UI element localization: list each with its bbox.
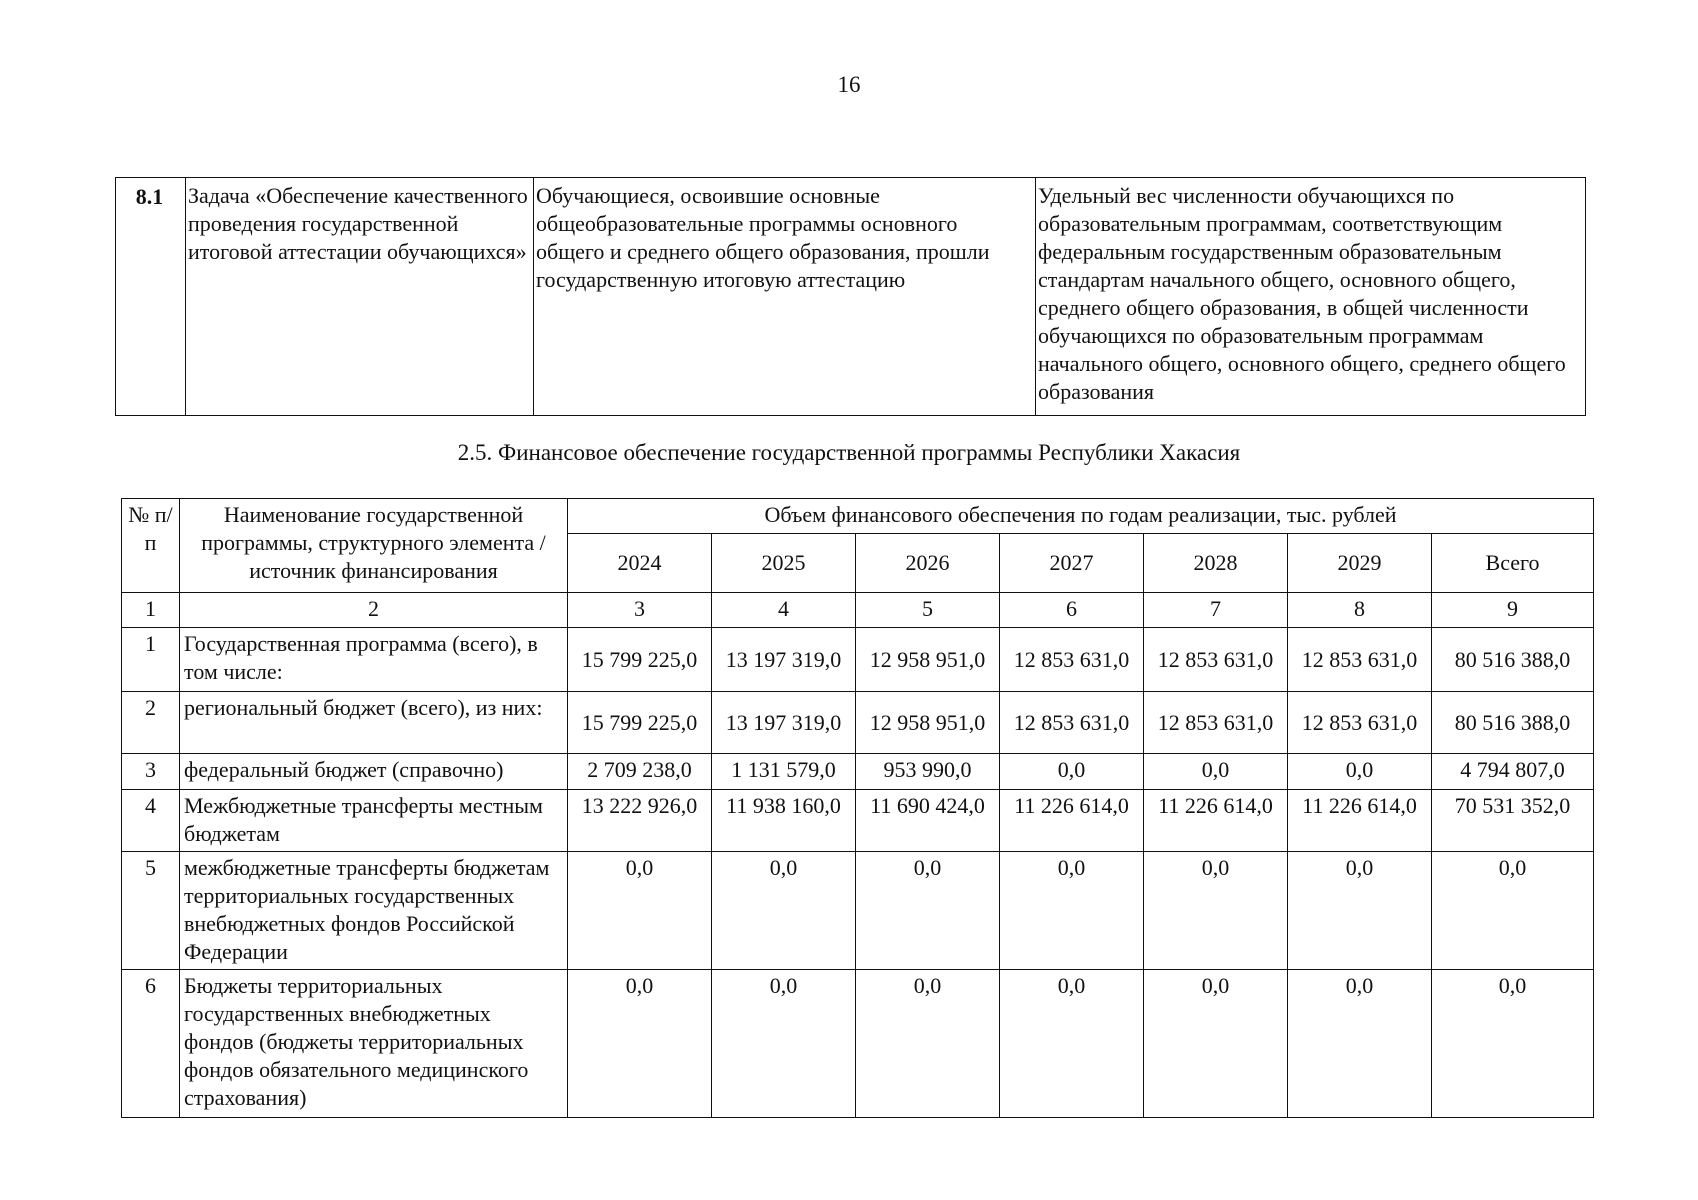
- row-number: 5: [122, 852, 180, 970]
- header-year: 2026: [856, 534, 1000, 593]
- table-row: [122, 754, 1594, 790]
- task-table: [115, 177, 1586, 416]
- row-value: 0,0: [712, 852, 856, 970]
- row-value: 0,0: [568, 970, 712, 1118]
- row-value: 0,0: [1000, 852, 1144, 970]
- header-year: 2029: [1288, 534, 1432, 593]
- column-number: 3: [568, 593, 712, 628]
- header-row-top: [122, 499, 1594, 534]
- row-value: 0,0: [1432, 852, 1594, 970]
- row-value: 4 794 807,0: [1432, 754, 1594, 790]
- row-value: 0,0: [1144, 754, 1288, 790]
- column-number: 5: [856, 593, 1000, 628]
- row-value: 0,0: [856, 852, 1000, 970]
- row-value: 12 853 631,0: [1000, 628, 1144, 692]
- row-value: 953 990,0: [856, 754, 1000, 790]
- row-value: 11 226 614,0: [1000, 790, 1144, 852]
- row-value: 12 853 631,0: [1000, 692, 1144, 754]
- row-value: 0,0: [1144, 852, 1288, 970]
- table-row: [122, 628, 1594, 692]
- row-value: 0,0: [712, 970, 856, 1118]
- table-row: [122, 970, 1594, 1118]
- page-number: 16: [837, 72, 861, 97]
- row-number: 3: [122, 754, 180, 790]
- row-value: 11 690 424,0: [856, 790, 1000, 852]
- column-number-row: [122, 593, 1594, 628]
- header-year: 2024: [568, 534, 712, 593]
- row-name: межбюджетные трансферты бюджетам территориальных государственных внебюджетных фондов Российской Федерации: [180, 852, 568, 970]
- row-value: 15 799 225,0: [568, 692, 712, 754]
- header-year: 2027: [1000, 534, 1144, 593]
- row-number: 1: [122, 628, 180, 692]
- row-value: 80 516 388,0: [1432, 692, 1594, 754]
- row-value: 2 709 238,0: [568, 754, 712, 790]
- row-name: Межбюджетные трансферты местным бюджетам: [180, 790, 568, 852]
- column-number: 4: [712, 593, 856, 628]
- row-name: Государственная программа (всего), в том числе:: [180, 628, 568, 692]
- table-row: [122, 790, 1594, 852]
- task-row: [116, 178, 1586, 416]
- header-year: 2028: [1144, 534, 1288, 593]
- row-value: 1 131 579,0: [712, 754, 856, 790]
- row-value: 0,0: [1432, 970, 1594, 1118]
- row-value: 11 226 614,0: [1144, 790, 1288, 852]
- row-value: 11 938 160,0: [712, 790, 856, 852]
- row-value: 12 853 631,0: [1144, 628, 1288, 692]
- task-result: Обучающиеся, освоившие основные общеобразовательные программы основного общего и среднего общего образования, прошли государственную итоговую аттестацию: [534, 178, 1036, 416]
- header-total: Всего: [1432, 534, 1594, 593]
- row-value: 13 222 926,0: [568, 790, 712, 852]
- row-name: федеральный бюджет (справочно): [180, 754, 568, 790]
- row-value: 0,0: [1288, 852, 1432, 970]
- row-number: 4: [122, 790, 180, 852]
- row-value: 13 197 319,0: [712, 628, 856, 692]
- task-indicator: Удельный вес численности обучающихся по образовательным программам, соответствующим федеральным государственным образовательным стандартам начального общего, основного общего, среднего общего образования, в общей численности обучающихся по образовательным программам начального общего, основного общего, среднего общего образования: [1036, 178, 1586, 416]
- column-number: 2: [180, 593, 568, 628]
- row-value: 11 226 614,0: [1288, 790, 1432, 852]
- row-value: 0,0: [1144, 970, 1288, 1118]
- row-value: 13 197 319,0: [712, 692, 856, 754]
- header-year: 2025: [712, 534, 856, 593]
- finance-table: [121, 498, 1594, 1118]
- row-value: 12 853 631,0: [1288, 692, 1432, 754]
- row-number: 2: [122, 692, 180, 754]
- row-value: 15 799 225,0: [568, 628, 712, 692]
- row-value: 0,0: [1000, 754, 1144, 790]
- row-number: 6: [122, 970, 180, 1118]
- row-value: 0,0: [1000, 970, 1144, 1118]
- column-number: 9: [1432, 593, 1594, 628]
- row-value: 80 516 388,0: [1432, 628, 1594, 692]
- table-row: [122, 852, 1594, 970]
- column-number: 1: [122, 593, 180, 628]
- row-value: 12 958 951,0: [856, 628, 1000, 692]
- row-value: 12 853 631,0: [1144, 692, 1288, 754]
- header-num: № п/п: [122, 499, 180, 593]
- row-value: 0,0: [856, 970, 1000, 1118]
- row-value: 12 853 631,0: [1288, 628, 1432, 692]
- section-title: 2.5. Финансовое обеспечение государственной программы Республики Хакасия: [457, 440, 1241, 465]
- row-value: 0,0: [568, 852, 712, 970]
- row-value: 12 958 951,0: [856, 692, 1000, 754]
- row-name: Бюджеты территориальных государственных внебюджетных фондов (бюджеты территориальных фондов обязательного медицинского страхования): [180, 970, 568, 1118]
- row-value: 0,0: [1288, 970, 1432, 1118]
- task-number: 8.1: [116, 178, 186, 416]
- column-number: 8: [1288, 593, 1432, 628]
- column-number: 6: [1000, 593, 1144, 628]
- header-volume: Объем финансового обеспечения по годам реализации, тыс. рублей: [568, 499, 1594, 534]
- header-name: Наименование государственной программы, структурного элемента / источник финансирования: [180, 499, 568, 593]
- task-name: Задача «Обеспечение качественного проведения государственной итоговой аттестации обучающихся»: [186, 178, 534, 416]
- row-value: 70 531 352,0: [1432, 790, 1594, 852]
- column-number: 7: [1144, 593, 1288, 628]
- row-value: 0,0: [1288, 754, 1432, 790]
- row-name: региональный бюджет (всего), из них:: [180, 692, 568, 754]
- table-row: [122, 692, 1594, 754]
